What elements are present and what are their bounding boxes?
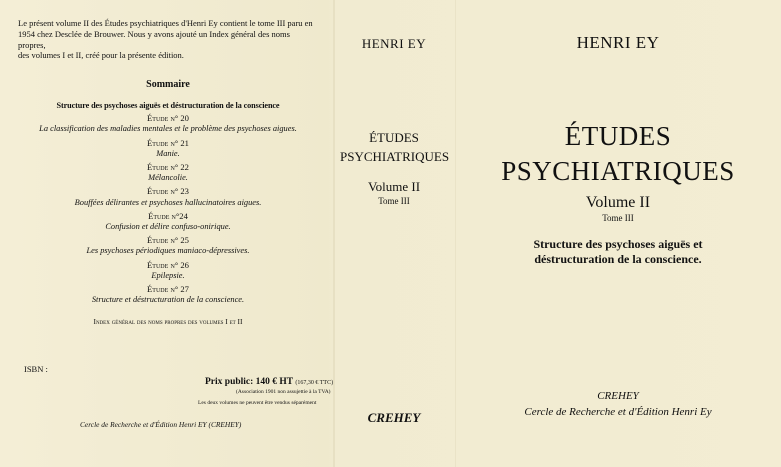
index-line: Index général des noms propres des volumes I et II xyxy=(93,317,243,327)
study-item xyxy=(18,211,318,232)
volumes-note: Les deux volumes ne peuvent être vendus séparément xyxy=(198,400,317,406)
study-title: Epilepsie. xyxy=(151,270,185,280)
study-number: Étude n° 25 xyxy=(147,235,189,246)
study-title: La classification des maladies mentales et le problème des psychoses aigues. xyxy=(39,124,297,134)
study-title: Manie. xyxy=(156,148,180,158)
study-item xyxy=(18,284,318,305)
study-title: Confusion et délire confuso-onirique. xyxy=(105,222,231,232)
subtitle-line: Structure des psychoses aiguës et xyxy=(533,237,703,251)
spine-author: HENRI EY xyxy=(361,36,427,51)
spine-tome: Tome III xyxy=(378,196,410,206)
subtitle-line: déstructuration de la conscience. xyxy=(534,252,702,266)
spine-title xyxy=(340,128,448,166)
spine-volume: Volume II xyxy=(367,179,421,194)
study-number: Étude n° 20 xyxy=(147,113,189,124)
price-ttc: (167,30 € TTC) xyxy=(295,380,334,386)
front-title xyxy=(463,119,773,189)
study-item xyxy=(18,186,318,207)
study-number: Étude n° 27 xyxy=(147,284,189,295)
study-title: Bouffées délirantes et psychoses hallucinatoires aigues. xyxy=(74,197,262,207)
back-intro xyxy=(18,18,318,61)
study-number: Étude n°24 xyxy=(148,210,188,221)
front-cercle: Cercle de Recherche et d'Édition Henri Ey xyxy=(524,406,712,418)
study-item xyxy=(18,138,318,159)
front-title-line: ÉTUDES xyxy=(564,121,672,151)
intro-line: 1954 chez Desclée de Brouwer. Nous y avons ajouté un Index général des noms propres, xyxy=(18,28,290,50)
study-item xyxy=(18,260,318,281)
isbn-label: ISBN : xyxy=(24,364,48,374)
front-subtitle xyxy=(463,237,773,267)
intro-line: des volumes I et II, créé pour la présente édition. xyxy=(18,50,184,61)
front-title-line: PSYCHIATRIQUES xyxy=(501,156,735,186)
study-title: Mélancolie. xyxy=(148,173,188,183)
study-number: Étude n° 23 xyxy=(147,186,189,197)
study-title: Structure et déstructuration de la conscience. xyxy=(91,295,245,305)
study-title: Les psychoses périodiques maniaco-dépressives. xyxy=(86,246,250,256)
spine-fold-left xyxy=(333,0,335,467)
study-item xyxy=(18,235,318,256)
intro-line: Le présent volume II des Études psychiatriques d'Henri Ey contient le tome III paru en xyxy=(18,18,313,28)
structure-title: Structure des psychoses aiguës et déstructuration de la conscience xyxy=(56,101,280,111)
spine-publisher: CREHEY xyxy=(367,410,421,425)
back-cover xyxy=(18,18,318,326)
front-author: HENRI EY xyxy=(576,33,660,52)
association-note: (Association 1901 non assujettie à la TVA) xyxy=(236,389,331,395)
spine-fold-right xyxy=(455,0,456,467)
study-number: Étude n° 21 xyxy=(147,137,189,148)
study-number: Étude n° 22 xyxy=(147,162,189,172)
study-item xyxy=(18,113,318,134)
study-item xyxy=(18,162,318,183)
spine-title-line: PSYCHIATRIQUES xyxy=(340,149,450,164)
front-volume: Volume II xyxy=(585,194,651,211)
spine-title-line: ÉTUDES xyxy=(369,130,419,145)
sommaire-heading: Sommaire xyxy=(146,79,190,91)
publisher-line-back: Cercle de Recherche et d'Édition Henri EY (CREHEY) xyxy=(80,420,242,429)
price-line xyxy=(205,377,333,387)
front-publisher: CREHEY xyxy=(597,390,639,402)
study-number: Étude n° 26 xyxy=(147,259,189,270)
front-tome: Tome III xyxy=(602,213,634,223)
price-ht: Prix public: 140 € HT xyxy=(205,377,293,387)
